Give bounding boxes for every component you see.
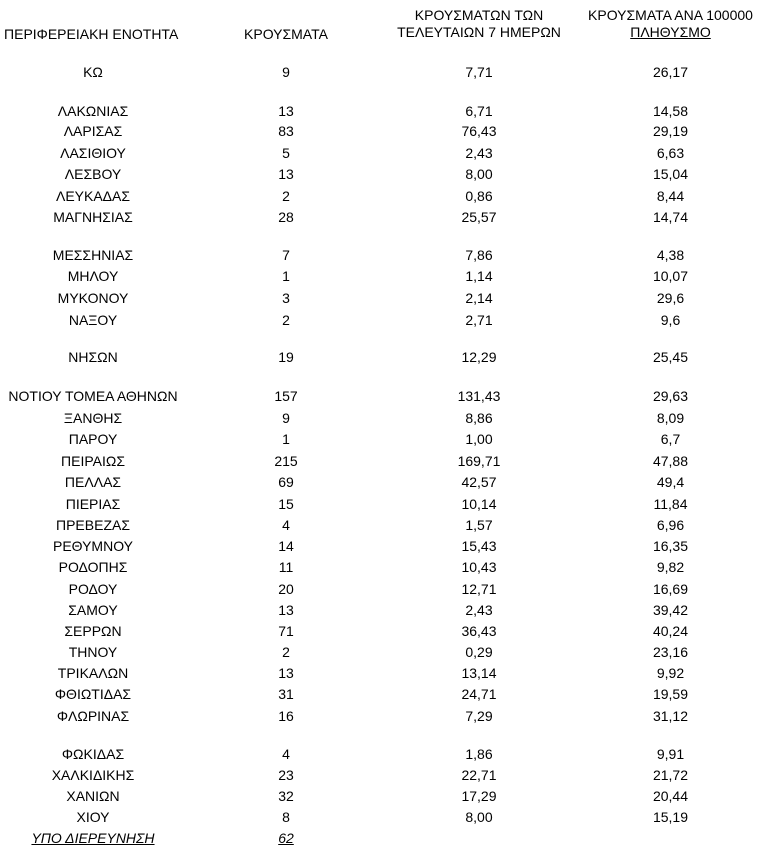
cell-region: ΠΕΙΡΑΙΩΣ: [61, 453, 125, 469]
cell-region: ΠΑΡΟΥ: [68, 431, 118, 447]
cell-per-100k: 16,35: [652, 538, 689, 554]
cell-per-100k: 25,45: [652, 349, 689, 365]
cell-per-100k: 6,7: [660, 431, 681, 447]
table-row: [0, 62, 771, 82]
table-row: [0, 515, 771, 535]
cell-cases: 8: [282, 809, 290, 825]
cell-cases: 23: [278, 767, 294, 783]
cell-seven-days: 36,43: [461, 623, 497, 639]
cell-cases: 31: [278, 686, 294, 702]
cell-cases: 13: [278, 103, 294, 119]
table-row: [0, 347, 771, 367]
table-row: [0, 765, 771, 785]
cell-region: ΜΗΛΟΥ: [67, 268, 119, 284]
cell-region: ΛΑΚΩΝΙΑΣ: [57, 103, 129, 119]
cell-cases: 16: [278, 708, 294, 724]
cell-cases: 3: [282, 290, 290, 306]
cell-region: ΞΑΝΘΗΣ: [63, 410, 123, 426]
cell-region: ΥΠΟ ΔΙΕΡΕΥΝΗΣΗ: [31, 830, 155, 846]
table-row: [0, 288, 771, 308]
cell-cases: 13: [278, 665, 294, 681]
cell-seven-days: 169,71: [457, 453, 501, 469]
table-row: [0, 684, 771, 704]
cell-per-100k: 29,19: [652, 123, 689, 139]
cell-cases: 83: [278, 123, 294, 139]
table-row: [0, 429, 771, 449]
cell-per-100k: 20,44: [652, 788, 689, 804]
cell-seven-days: 13,14: [461, 665, 497, 681]
cell-region: ΦΩΚΙΔΑΣ: [61, 746, 125, 762]
cell-cases: 28: [278, 209, 294, 225]
cell-per-100k: 6,63: [656, 145, 685, 161]
cell-cases: 13: [278, 602, 294, 618]
cell-cases: 69: [278, 474, 294, 490]
cell-seven-days: 1,57: [465, 517, 493, 533]
cell-region: ΛΕΥΚΑΔΑΣ: [55, 188, 131, 204]
cell-region: ΠΕΛΛΑΣ: [64, 474, 122, 490]
table-row: [0, 557, 771, 577]
cell-region: ΤΗΝΟΥ: [68, 644, 118, 660]
cell-seven-days: 8,00: [465, 809, 493, 825]
cell-cases: 1: [282, 431, 290, 447]
cell-per-100k: 14,74: [652, 209, 689, 225]
cell-seven-days: 76,43: [461, 123, 497, 139]
cell-per-100k: 8,09: [656, 410, 685, 426]
cell-region: ΣΕΡΡΩΝ: [64, 623, 122, 639]
cell-seven-days: 12,29: [461, 349, 497, 365]
table-row: [0, 621, 771, 641]
cell-seven-days: 2,43: [465, 145, 493, 161]
cell-seven-days: 0,29: [465, 644, 493, 660]
table-row: [0, 386, 771, 406]
cell-region: ΡΟΔΟΠΗΣ: [58, 559, 128, 575]
table-row: [0, 266, 771, 286]
table-row: [0, 408, 771, 428]
cell-per-100k: 8,44: [656, 188, 685, 204]
cell-per-100k: 9,6: [660, 312, 681, 328]
cell-cases: 5: [282, 145, 290, 161]
cell-cases: 14: [278, 538, 294, 554]
table-row: [0, 807, 771, 827]
cell-per-100k: 9,91: [656, 746, 685, 762]
cell-per-100k: 26,17: [652, 64, 689, 80]
cell-cases: 62: [278, 830, 294, 846]
cell-seven-days: 2,43: [465, 602, 493, 618]
cell-cases: 32: [278, 788, 294, 804]
cell-region: ΦΘΙΩΤΙΔΑΣ: [54, 686, 132, 702]
cell-cases: 20: [278, 581, 294, 597]
table-row: [0, 494, 771, 514]
cell-region: ΡΕΘΥΜΝΟΥ: [52, 538, 133, 554]
cell-cases: 11: [278, 559, 294, 575]
cell-cases: 4: [282, 517, 290, 533]
cell-cases: 2: [282, 312, 290, 328]
table-row: [0, 706, 771, 726]
table-row: [0, 207, 771, 227]
cell-seven-days: 22,71: [461, 767, 497, 783]
header-seven-days-line-2: ΤΕΛΕΥΤΑΙΩΝ 7 ΗΜΕΡΩΝ: [397, 24, 561, 40]
cell-per-100k: 4,38: [656, 247, 685, 263]
cell-cases: 215: [274, 453, 298, 469]
cell-cases: 13: [278, 166, 294, 182]
table-row: [0, 536, 771, 556]
cell-region: ΜΑΓΝΗΣΙΑΣ: [53, 209, 133, 225]
cell-per-100k: 21,72: [652, 767, 689, 783]
table-row: [0, 245, 771, 265]
cell-per-100k: 11,84: [653, 496, 688, 512]
cell-per-100k: 9,92: [656, 665, 685, 681]
cell-region: ΤΡΙΚΑΛΩΝ: [57, 665, 129, 681]
table-row: [0, 101, 771, 121]
cell-seven-days: 2,71: [465, 312, 493, 328]
cell-cases: 9: [282, 410, 290, 426]
cell-cases: 4: [282, 746, 290, 762]
cell-region: ΧΙΟΥ: [76, 809, 110, 825]
cell-cases: 157: [274, 388, 298, 404]
cell-seven-days: 131,43: [457, 388, 501, 404]
cell-seven-days: 42,57: [461, 474, 497, 490]
table-row: [0, 121, 771, 141]
cell-region: ΣΑΜΟΥ: [68, 602, 118, 618]
cell-region: ΠΙΕΡΙΑΣ: [65, 496, 121, 512]
cell-region: ΦΛΩΡΙΝΑΣ: [56, 708, 130, 724]
table-row: [0, 579, 771, 599]
table-row: [0, 642, 771, 662]
cell-region: ΧΑΛΚΙΔΙΚΗΣ: [51, 767, 135, 783]
header-seven-days-line-1: ΚΡΟΥΣΜΑΤΩΝ ΤΩΝ: [414, 7, 544, 23]
cell-per-100k: 19,59: [652, 686, 689, 702]
cell-per-100k: 10,07: [652, 268, 689, 284]
cell-per-100k: 31,12: [652, 708, 689, 724]
cell-seven-days: 12,71: [461, 581, 497, 597]
cell-region: ΝΑΞΟΥ: [68, 312, 118, 328]
header-region-line: ΠΕΡΙΦΕΡΕΙΑΚΗ ΕΝΟΤΗΤΑ: [4, 26, 179, 42]
cell-seven-days: 2,14: [465, 290, 493, 306]
cell-cases: 15: [278, 496, 294, 512]
cell-seven-days: 10,43: [461, 559, 497, 575]
cell-per-100k: 6,96: [656, 517, 685, 533]
cell-seven-days: 7,71: [465, 64, 493, 80]
cell-region: ΠΡΕΒΕΖΑΣ: [55, 517, 130, 533]
cell-seven-days: 8,86: [465, 410, 493, 426]
cell-region: ΝΟΤΙΟΥ ΤΟΜΕΑ ΑΘΗΝΩΝ: [8, 388, 178, 404]
header-per-100k-line-1: ΚΡΟΥΣΜΑΤΑ ΑΝΑ 100000: [588, 7, 753, 23]
cell-region: ΡΟΔΟΥ: [68, 581, 118, 597]
header-per-100k-line-2: ΠΛΗΘΥΣΜΟ: [630, 24, 711, 40]
cell-per-100k: 29,63: [652, 388, 689, 404]
cell-seven-days: 6,71: [465, 103, 493, 119]
table-row: [0, 310, 771, 330]
cell-per-100k: 39,42: [652, 602, 689, 618]
cell-per-100k: 29,6: [656, 290, 685, 306]
cell-region: ΜΕΣΣΗΝΙΑΣ: [52, 247, 134, 263]
cell-per-100k: 15,19: [652, 809, 689, 825]
cell-seven-days: 7,29: [465, 708, 493, 724]
table-row: [0, 600, 771, 620]
cell-per-100k: 16,69: [652, 581, 689, 597]
cell-per-100k: 15,04: [652, 166, 689, 182]
cell-seven-days: 24,71: [461, 686, 497, 702]
cell-cases: 9: [282, 64, 290, 80]
table-row: [0, 786, 771, 806]
cell-seven-days: 8,00: [465, 166, 493, 182]
cell-seven-days: 0,86: [465, 188, 493, 204]
cell-cases: 19: [278, 349, 294, 365]
cell-cases: 1: [282, 268, 290, 284]
cell-seven-days: 1,86: [465, 746, 493, 762]
table-row: [0, 143, 771, 163]
cell-region: ΛΑΣΙΘΙΟΥ: [60, 145, 126, 161]
table-row: [0, 451, 771, 471]
table-row: [0, 164, 771, 184]
cell-seven-days: 7,86: [465, 247, 493, 263]
cell-region: ΛΕΣΒΟΥ: [64, 166, 122, 182]
cell-per-100k: 49,4: [656, 474, 685, 490]
cell-seven-days: 25,57: [461, 209, 497, 225]
cell-region: ΝΗΣΩΝ: [68, 349, 118, 365]
table-row: [0, 663, 771, 683]
cell-per-100k: 40,24: [652, 623, 689, 639]
header-cases-line: ΚΡΟΥΣΜΑΤΑ: [244, 26, 328, 42]
cell-cases: 2: [282, 188, 290, 204]
cell-cases: 71: [278, 623, 294, 639]
cell-per-100k: 47,88: [652, 453, 689, 469]
cell-seven-days: 1,14: [465, 268, 493, 284]
table-row: [0, 828, 771, 848]
cell-cases: 7: [282, 247, 290, 263]
cell-seven-days: 10,14: [461, 496, 497, 512]
cell-region: ΜΥΚΟΝΟΥ: [57, 290, 129, 306]
cell-region: ΛΑΡΙΣΑΣ: [63, 123, 123, 139]
cell-region: ΧΑΝΙΩΝ: [66, 788, 120, 804]
table-row: [0, 472, 771, 492]
table-row: [0, 186, 771, 206]
cell-seven-days: 15,43: [461, 538, 497, 554]
cell-per-100k: 23,16: [652, 644, 689, 660]
cell-cases: 2: [282, 644, 290, 660]
cell-per-100k: 14,58: [652, 103, 689, 119]
cell-seven-days: 17,29: [461, 788, 497, 804]
cell-per-100k: 9,82: [656, 559, 685, 575]
cell-seven-days: 1,00: [465, 431, 493, 447]
table-row: [0, 744, 771, 764]
cell-region: ΚΩ: [83, 64, 103, 80]
